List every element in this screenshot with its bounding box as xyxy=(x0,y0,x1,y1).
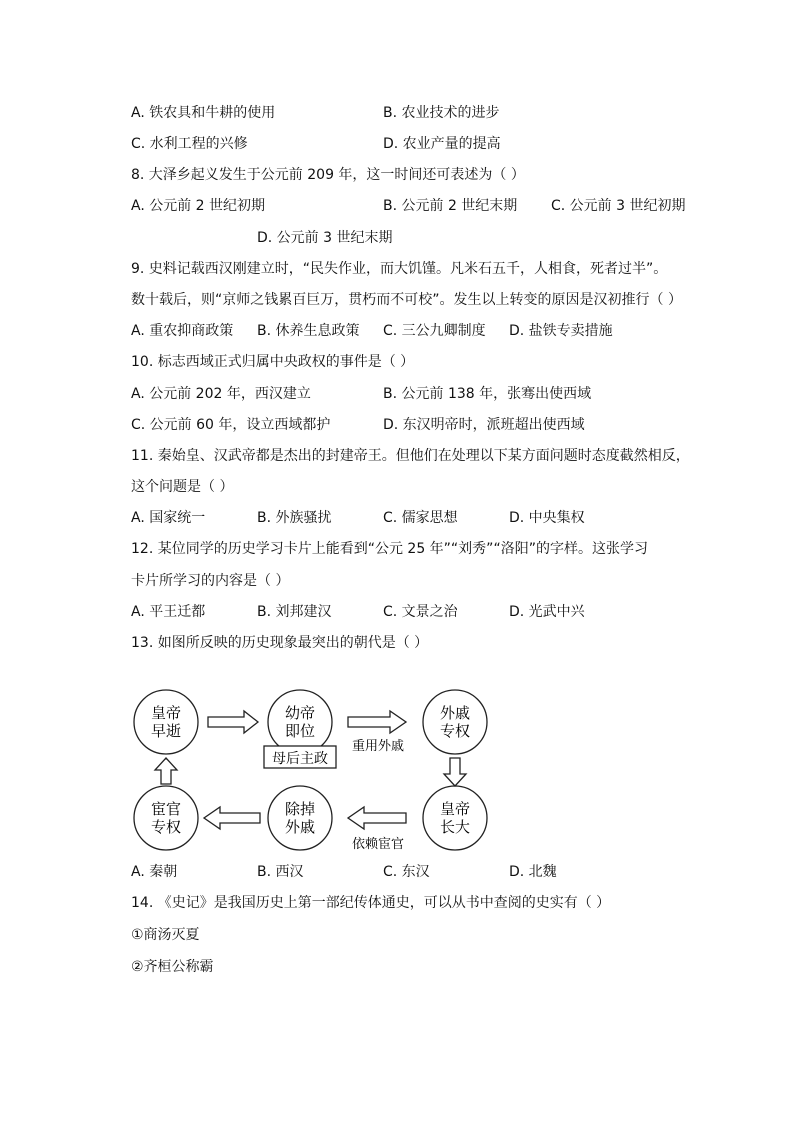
q9-option-d: D. 盐铁专卖措施 xyxy=(509,323,613,339)
q8-option-c: C. 公元前 3 世纪初期 xyxy=(551,198,686,214)
q13-option-c: C. 东汉 xyxy=(383,864,430,880)
circle-emperor-early-death-line2: 早逝 xyxy=(150,722,182,740)
q14-stem: 14. 《史记》是我国历史上第一部纪传体通史，可以从书中查阅的史实有（ ） xyxy=(131,895,611,911)
q10-option-b: B. 公元前 138 年，张骞出使西域 xyxy=(383,386,592,402)
svg-text:母后主政: 母后主政 xyxy=(272,751,328,767)
q12-stem-line2: 卡片所学习的内容是（ ） xyxy=(131,573,290,589)
q10-option-a: A. 公元前 202 年，西汉建立 xyxy=(131,386,311,402)
circle-emperor-grown xyxy=(423,786,487,850)
q10-stem: 10. 标志西域正式归属中央政权的事件是（ ） xyxy=(131,354,415,370)
q8-option-b: B. 公元前 2 世纪末期 xyxy=(383,198,518,214)
q11-option-b: B. 外族骚扰 xyxy=(257,510,332,526)
q14-item-2: ②齐桓公称霸 xyxy=(131,959,214,975)
q10-option-c: C. 公元前 60 年，设立西域都护 xyxy=(131,417,331,433)
circle-remove-consorts xyxy=(268,786,332,850)
q9-stem-line1: 9. 史料记载西汉刚建立时，“民失作业，而大饥馑。凡米石五千，人相食，死者过半”。 xyxy=(131,261,668,277)
q9-option-c: C. 三公九卿制度 xyxy=(383,323,486,339)
q10-option-d: D. 东汉明帝时，派班超出使西域 xyxy=(383,417,585,433)
q11-stem-line1: 11. 秦始皇、汉武帝都是杰出的封建帝王。但他们在处理以下某方面问题时态度截然相反， xyxy=(131,448,690,464)
q13-stem: 13. 如图所反映的历史现象最突出的朝代是（ ） xyxy=(131,635,429,651)
q13-option-b: B. 西汉 xyxy=(257,864,304,880)
q14-item-1: ①商汤灭夏 xyxy=(131,927,200,943)
arrow-label-top: 重用外戚 xyxy=(351,739,405,754)
arrow-left-1 xyxy=(348,807,406,829)
arrow-label-bottom: 依赖宦官 xyxy=(351,837,405,852)
circle-remove-consorts-line2: 外戚 xyxy=(284,818,316,836)
q7-option-b: B. 农业技术的进步 xyxy=(383,105,500,121)
q7-option-a: A. 铁农具和牛耕的使用 xyxy=(131,105,276,121)
q11-option-a: A. 国家统一 xyxy=(131,510,206,526)
q11-option-c: C. 儒家思想 xyxy=(383,510,458,526)
circle-young-emperor-line2: 即位 xyxy=(284,722,316,740)
q7-option-d: D. 农业产量的提高 xyxy=(383,136,501,152)
q9-option-a: A. 重农抑商政策 xyxy=(131,323,234,339)
circle-young-emperor-line1: 幼帝 xyxy=(284,704,316,722)
q12-option-b: B. 刘邦建汉 xyxy=(257,604,332,620)
arrow-left-2 xyxy=(204,807,260,829)
arrow-right-1 xyxy=(208,711,258,733)
q9-stem-line2: 数十载后，则“京师之钱累百巨万，贯朽而不可校”。发生以上转变的原因是汉初推行（ ） xyxy=(131,292,682,308)
q11-stem-line2: 这个问题是（ ） xyxy=(131,479,234,495)
circle-eunuch-power xyxy=(134,786,198,850)
arrow-up xyxy=(155,758,177,784)
q9-option-b: B. 休养生息政策 xyxy=(257,323,360,339)
box-empress-dowager xyxy=(264,746,336,768)
circle-remove-consorts-line1: 除掉 xyxy=(284,800,316,818)
q12-option-c: C. 文景之治 xyxy=(383,604,458,620)
q7-option-c: C. 水利工程的兴修 xyxy=(131,136,248,152)
circle-emperor-grown-line2: 长大 xyxy=(439,818,471,836)
circle-consort-power xyxy=(423,690,487,754)
q8-option-d: D. 公元前 3 世纪末期 xyxy=(257,230,393,246)
arrow-right-2 xyxy=(348,711,406,733)
q8-option-a: A. 公元前 2 世纪初期 xyxy=(131,198,266,214)
circle-emperor-early-death-line1: 皇帝 xyxy=(150,704,182,722)
q12-stem-line1: 12. 某位同学的历史学习卡片上能看到“公元 25 年”“刘秀”“洛阳”的字样。这张学习 xyxy=(131,541,648,557)
circle-eunuch-power-line1: 宦官 xyxy=(150,800,182,818)
circle-consort-power-line2: 专权 xyxy=(439,722,471,740)
circle-emperor-grown-line1: 皇帝 xyxy=(439,800,471,818)
q13-option-d: D. 北魏 xyxy=(509,864,557,880)
q13-option-a: A. 秦朝 xyxy=(131,864,178,880)
q11-option-d: D. 中央集权 xyxy=(509,510,585,526)
q12-option-d: D. 光武中兴 xyxy=(509,604,585,620)
circle-eunuch-power-line2: 专权 xyxy=(150,818,182,836)
circle-consort-power-line1: 外戚 xyxy=(439,704,471,722)
circle-emperor-early-death xyxy=(134,690,198,754)
arrow-down xyxy=(444,758,466,786)
q8-stem: 8. 大泽乡起义发生于公元前 209 年，这一时间还可表述为（ ） xyxy=(131,167,525,183)
circle-young-emperor xyxy=(268,690,332,754)
q13-cycle-diagram xyxy=(120,688,500,858)
q12-option-a: A. 平王迁都 xyxy=(131,604,206,620)
